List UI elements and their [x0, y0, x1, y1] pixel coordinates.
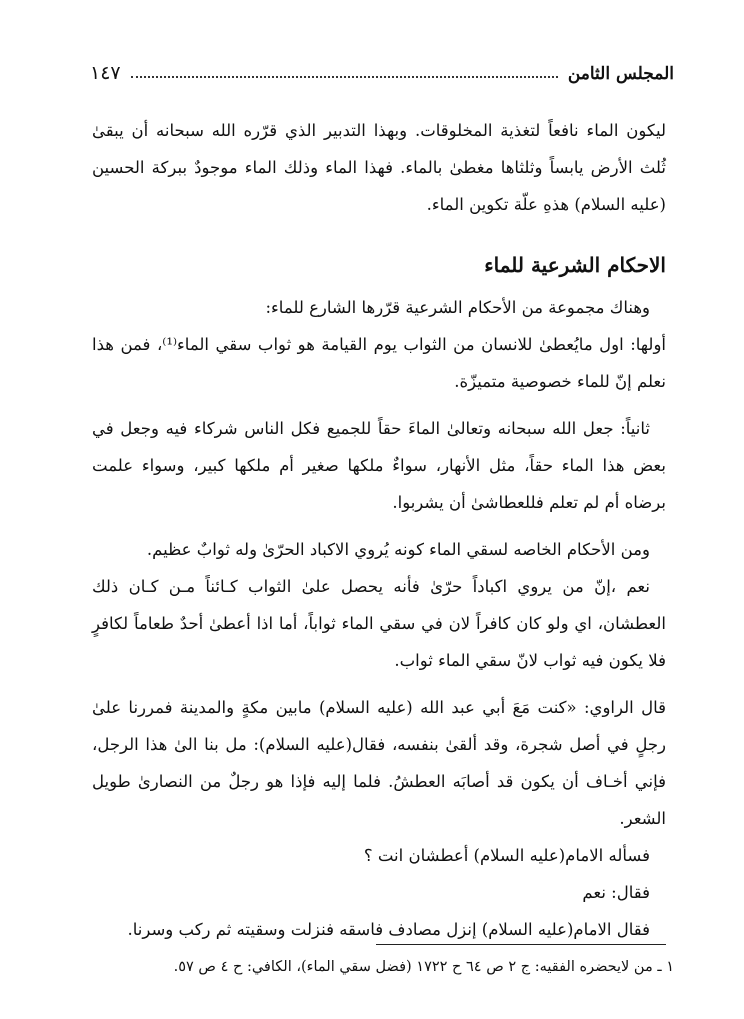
body-paragraph: قال الراوي: «كنت مَعَ أبي عبد الله (عليه السلام) مابين مكةٍ والمدينة فمررنا علىٰ رجلٍ في أصل شجرة، وقد ألقىٰ بنفسه، فقال(عليه السلام): مل بنا الىٰ هذا الرجل، فإني أخـاف أن يكون قد أصابَه العطشُ. فلما إليه فإذا هو رجلٌ من النصارىٰ طويل الشعر.	[92, 698, 666, 828]
header-dotted-leader	[131, 76, 558, 78]
footnote: ١ ـ من لايحضره الفقيه: ج ٢ ص ٦٤ ح ١٧٢٢ (فضل سقي الماء)، الكافي: ح ٤ ص ٥٧.	[173, 959, 674, 975]
body-paragraph: أولها: اول مايُعطىٰ للانسان من الثواب يوم القيامة هو ثواب سقي الماء⁽¹⁾، فمن هذا نعلم إنّ للماء خصوصية متميزّة.	[92, 335, 666, 391]
body-paragraph: نعم ،إنّ من يروي اكباداً حرّىٰ فأنه يحصل علىٰ الثواب كـائناً مـن كـان ذلك العطشان، اي ولو كان كافراً لان في سقي الماء ثواباً، أما اذا أعطىٰ أحدٌ طعاماً لكافرٍ فلا يكون فيه ثواب لانّ سقي الماء ثواب.	[92, 577, 666, 670]
body-paragraph: ثانياً: جعل الله سبحانه وتعالىٰ الماءَ حقاً للجميع فكل الناس شركاء فيه وجعل في بعض هذا الماء حقاً، مثل الأنهار، سواءٌ ملكها صغير أم ملكها كبير، وسواء علمت برضاه أم لم تعلم فللعطاشىٰ أن يشربوا.	[92, 419, 666, 512]
body-paragraph: فقال: نعم	[582, 883, 650, 902]
page-body	[92, 112, 666, 948]
body-paragraph: فسأله الامام(عليه السلام) أعطشان انت ؟	[363, 846, 650, 865]
running-title: المجلس الثامن	[567, 64, 674, 84]
body-paragraph: ومن الأحكام الخاصه لسقي الماء كونه يُروي الاكباد الحرّىٰ وله ثوابٌ عظيم.	[146, 540, 650, 559]
section-heading: الاحكام الشرعية للماء	[484, 253, 666, 277]
page-number: ١٤٧	[90, 62, 121, 84]
body-paragraph: ليكون الماء نافعاً لتغذية المخلوقات. وبهذا التدبير الذي قرّره الله سبحانه أن يبقىٰ ثُلث الأرض يابساً وثلثاها مغطىٰ بالماء. فهذا الماء وذلك الماء موجودٌ ببركة الحسين (عليه السلام) هذهِ علّة تكوين الماء.	[92, 121, 666, 214]
body-paragraph: وهناك مجموعة من الأحكام الشرعية قرّرها الشارع للماء:	[265, 298, 650, 317]
page-header	[90, 50, 674, 84]
footnote-separator	[376, 944, 666, 945]
body-paragraph: فقال الامام(عليه السلام) إنزل مصادف فاسقه فنزلت وسقيته ثم ركب وسرنا.	[127, 920, 650, 939]
